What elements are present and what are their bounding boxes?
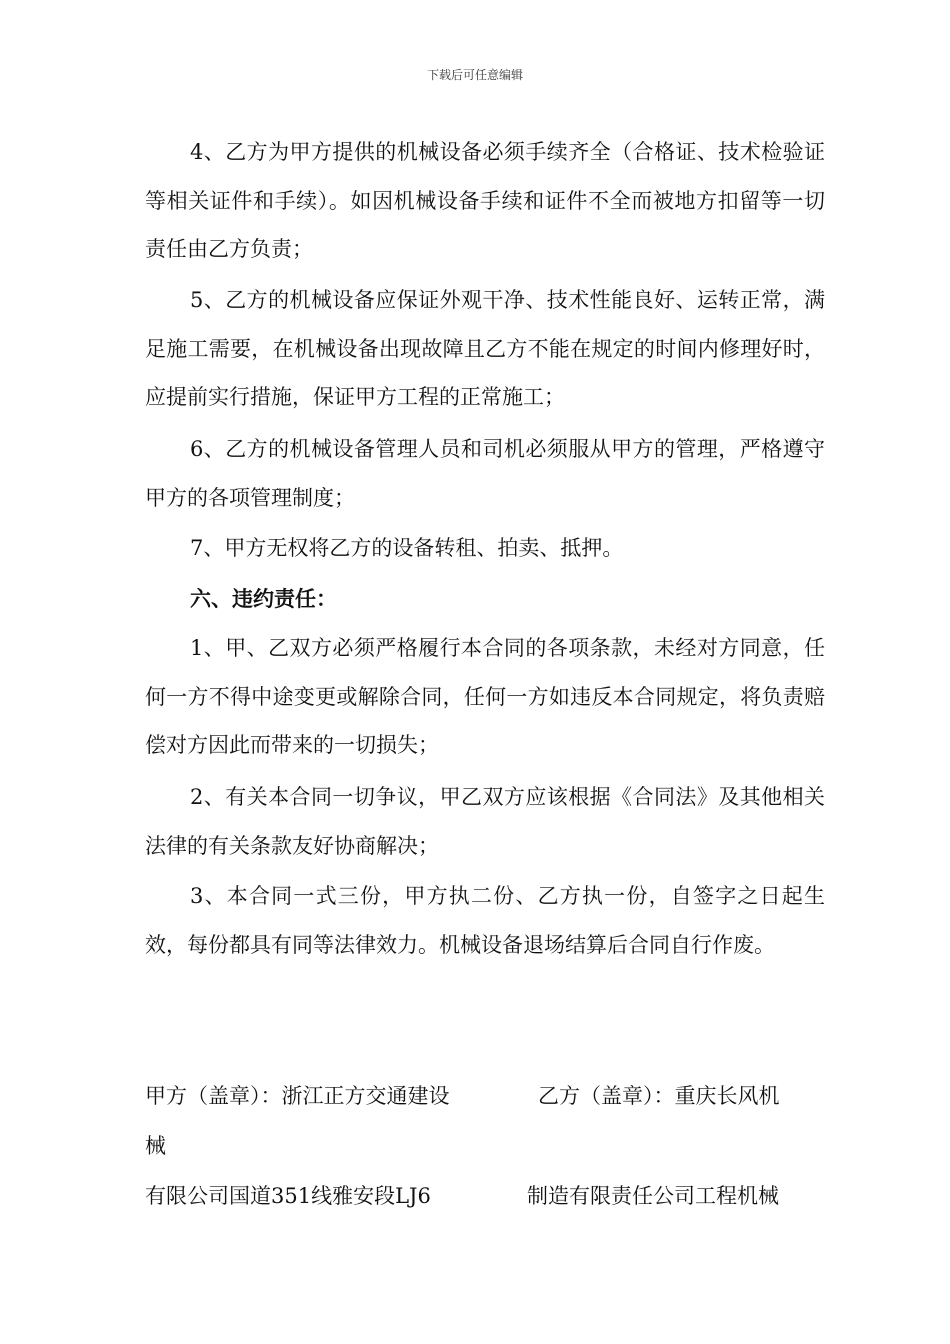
breach-item-3: 3、本合同一式三份，甲方执二份、乙方执一份，自签字之日起生效，每份都具有同等法律效力。机械设备退场结算后合同自行作废。 (145, 884, 825, 957)
party-b-signature-line-2: 制造有限责任公司工程机械 (527, 1184, 779, 1208)
breach-item-1: 1、甲、乙双方必须严格履行本合同的各项条款，未经对方同意，任何一方不得中途变更或解除合同，任何一方如违反本合同规定，将负责赔偿对方因此而带来的一切损失； (145, 636, 825, 757)
party-b-signature-wrap: 械 (145, 1134, 166, 1158)
party-b-signature-line-1: 乙方（盖章）：重庆长风机 (538, 1084, 780, 1108)
party-a-signature-line-2: 有限公司国道351线雅安段LJ6 (145, 1184, 431, 1208)
party-a-signature-line-1: 甲方（盖章）：浙江正方交通建设 (145, 1084, 450, 1108)
clause-4: 4、乙方为甲方提供的机械设备必须手续齐全（合格证、技术检验证等相关证件和手续）。如因机械设备手续和证件不全而被地方扣留等一切责任由乙方负责； (145, 140, 825, 261)
clause-5: 5、乙方的机械设备应保证外观干净、技术性能良好、运转正常，满足施工需要，在机械设备出现故障且乙方不能在规定的时间内修理好时，应提前实行措施，保证甲方工程的正常施工； (145, 288, 825, 409)
clause-6: 6、乙方的机械设备管理人员和司机必须服从甲方的管理，严格遵守甲方的各项管理制度； (145, 437, 825, 510)
page-header-note: 下载后可任意编辑 (426, 68, 523, 82)
breach-item-2: 2、有关本合同一切争议，甲乙双方应该根据《合同法》及其他相关法律的有关条款友好协商解决； (145, 785, 825, 858)
clause-7: 7、甲方无权将乙方的设备转租、拍卖、抵押。 (190, 536, 624, 560)
section-six-heading: 六、违约责任： (190, 586, 337, 611)
